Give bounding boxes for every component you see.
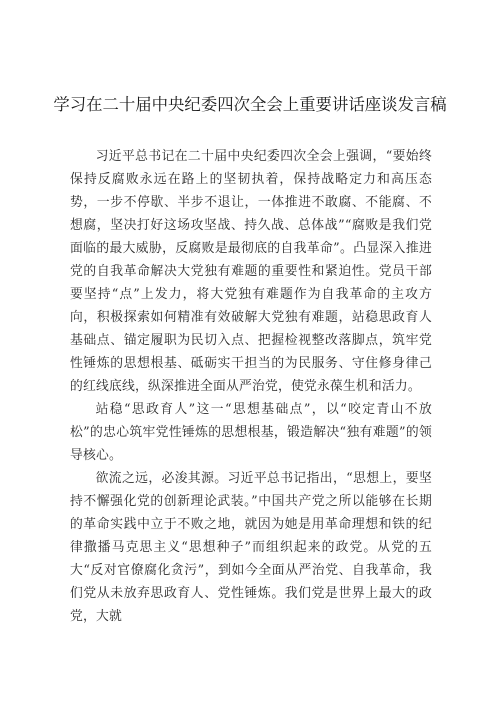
- document-body: [70, 145, 432, 628]
- paragraph-3: 欲流之远，必浚其源。习近平总书记指出，“思想上，要坚持不懈强化党的创新理论武装。”中国共产党之所以能够在长期的革命实践中立于不败之地，就因为她是用革命理想和铁的纪律撒播马克思主义“思想种子”而组织起来的政党。从党的五大“反对官僚腐化贪污”，到如今全面从严治党、自我革命，我们党从未放弃思政育人、党性锤炼。我们党是世界上最大的政党，大就: [70, 471, 432, 624]
- paragraph-1: 习近平总书记在二十届中央纪委四次全会上强调，“要始终保持反腐败永远在路上的坚韧执着，保持战略定力和高压态势，一步不停歇、半步不退让，一体推进不敢腐、不能腐、不想腐，坚决打好这场攻坚战、持久战、总体战”“腐败是我们党面临的最大威胁，反腐败是最彻底的自我革命”。凸显深入推进党的自我革命解决大党独有难题的重要性和紧迫性。党员干部要坚持“点”上发力，将大党独有难题作为自我革命的主攻方向，积极探索如何精准有效破解大党独有难题，站稳思政育人基础点、锚定履职为民切入点、把握检视整改落脚点，筑牢党性锤炼的思想根基、砥砺实干担当的为民服务、守住修身律己的红线底线，纵深推进全面从严治党，使党永葆生机和活力。: [70, 149, 432, 394]
- paragraph-2: 站稳“思政育人”这一“思想基础点”，以“咬定青山不放松”的忠心筑牢党性锤炼的思想根基，锻造解决“独有难题”的领导核心。: [70, 402, 432, 463]
- document-title: 学习在二十届中央纪委四次全会上重要讲话座谈发言稿: [53, 95, 447, 114]
